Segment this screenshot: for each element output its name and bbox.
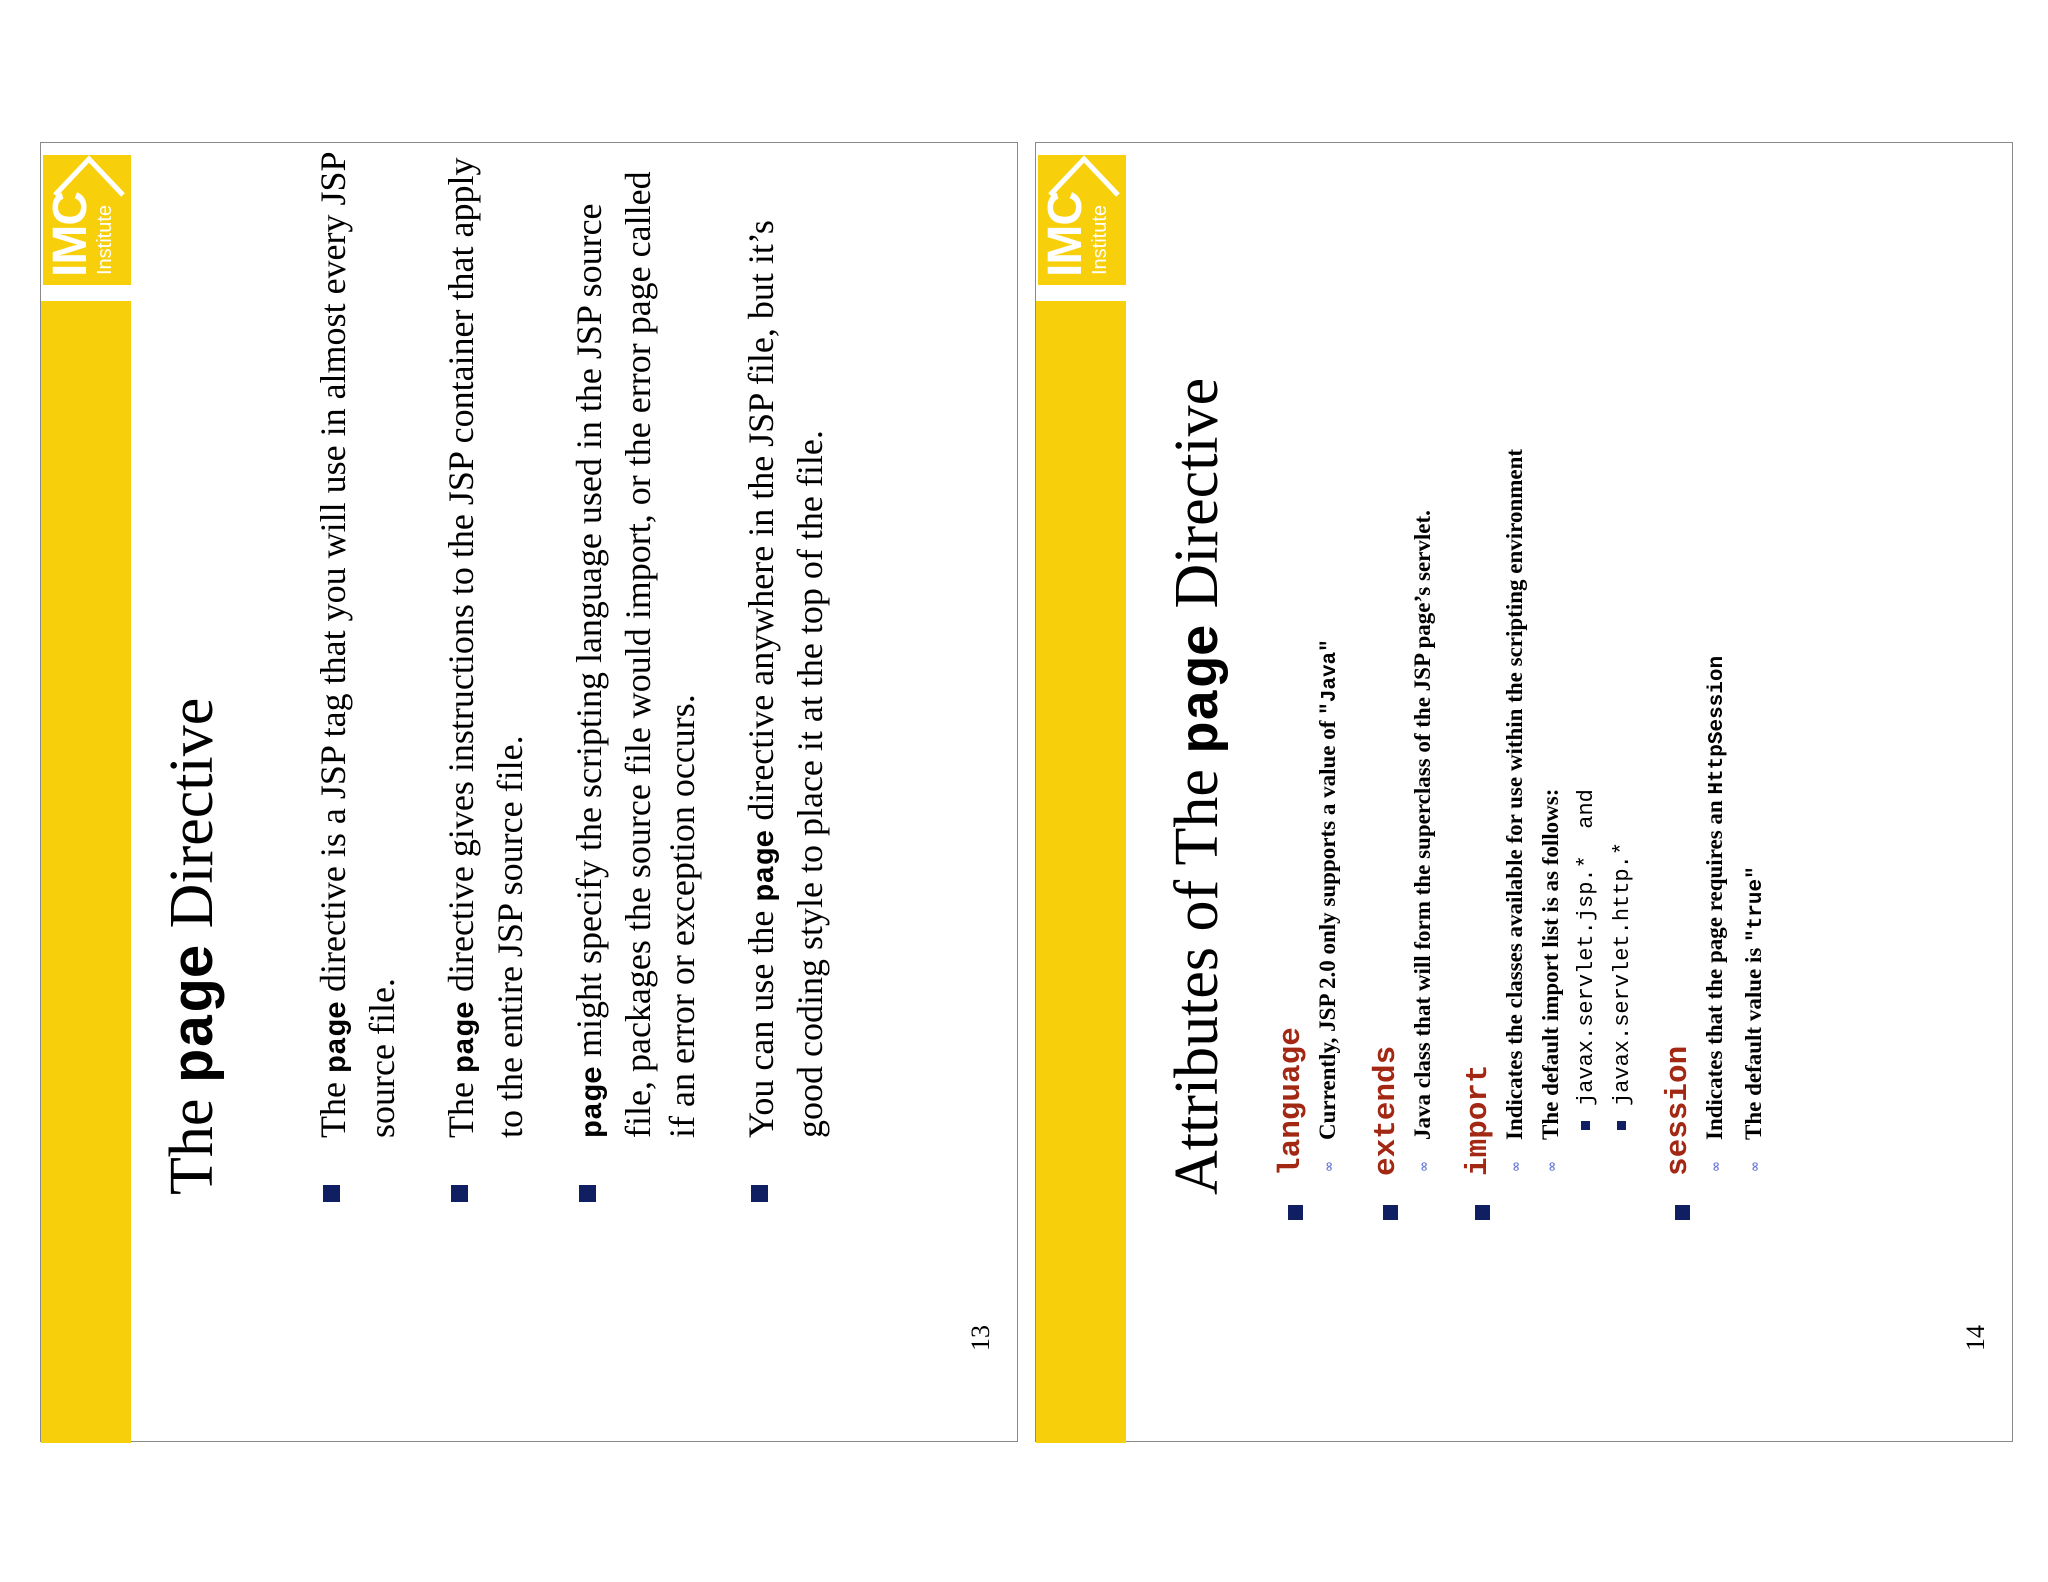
- slide-number: 13: [966, 1325, 995, 1351]
- bullet-square-icon: [1475, 1205, 1490, 1220]
- sub-bullet-icon: ∞: [1417, 1161, 1432, 1172]
- attribute-description: ∞ Java class that will form the superclass of the JSP page’s servlet.: [1405, 150, 1441, 1176]
- slide-14: [1035, 142, 2013, 1442]
- bullet-item: The page directive gives instructions to the JSP container that apply to the entire JSP source file.: [439, 152, 532, 1202]
- bullet-item: The page directive is a JSP tag that you will use in almost every JSP source file.: [311, 152, 404, 1202]
- logo-imc-text: IMC: [44, 192, 97, 277]
- attribute-description: ∞ The default value is "true": [1736, 150, 1775, 1176]
- attribute-description: ∞ Indicates that the page requires an HttpSession: [1697, 150, 1736, 1176]
- logo-institute-text: Institute: [1089, 204, 1111, 275]
- attribute-description: ∞ Indicates the classes available for use within the scripting environment: [1497, 150, 1533, 1176]
- attribute-import: [1461, 150, 1641, 1220]
- bullet-square-icon: [1617, 1121, 1626, 1130]
- sub-bullet-icon: ∞: [1709, 1161, 1724, 1172]
- attribute-description: ∞ Currently, JSP 2.0 only supports a value of "Java": [1310, 150, 1349, 1176]
- sub-bullet-icon: ∞: [1748, 1161, 1763, 1172]
- bullet-list: [311, 152, 867, 1202]
- attribute-extends: [1369, 150, 1441, 1220]
- attribute-language: [1274, 150, 1349, 1220]
- bullet-square-icon: [1383, 1205, 1398, 1220]
- slide-13: [40, 142, 1018, 1442]
- bullet-item: page might specify the scripting language used in the JSP source file, packages the source file would import, or the error page called if an error or exception occurs.: [567, 152, 704, 1202]
- logo-imc-text: IMC: [1039, 192, 1092, 277]
- slide-number: 14: [1961, 1325, 1990, 1351]
- bullet-square-icon: [751, 1185, 768, 1202]
- bullet-square-icon: [323, 1185, 340, 1202]
- attribute-name: extends: [1369, 1045, 1404, 1176]
- logo-institute-text: Institute: [94, 204, 116, 275]
- bullet-square-icon: [579, 1185, 596, 1202]
- bullet-square-icon: [1581, 1121, 1590, 1130]
- bullet-square-icon: [451, 1185, 468, 1202]
- import-package: javax.servlet.jsp.* and: [1569, 150, 1605, 1176]
- import-package: javax.servlet.http.*: [1605, 150, 1641, 1176]
- bullet-square-icon: [1675, 1205, 1690, 1220]
- attribute-name: import: [1461, 1064, 1496, 1176]
- attribute-name: session: [1661, 1045, 1696, 1176]
- sub-bullet-icon: ∞: [1509, 1161, 1524, 1172]
- slide-title: Attributes of The page Directive: [1163, 377, 1234, 1195]
- attribute-name: language: [1274, 1027, 1309, 1176]
- slide-title: The page Directive: [158, 697, 230, 1195]
- attribute-session: [1661, 150, 1775, 1220]
- sub-bullet-icon: ∞: [1322, 1161, 1337, 1172]
- bullet-item: You can use the page directive anywhere in the JSP file, but it’s good coding style to place it at the top of the file.: [739, 152, 832, 1202]
- sub-bullet-icon: ∞: [1545, 1161, 1560, 1172]
- attribute-description: ∞ The default import list is as follows:: [1533, 150, 1569, 1176]
- attribute-list: [1274, 150, 1795, 1220]
- bullet-square-icon: [1288, 1205, 1303, 1220]
